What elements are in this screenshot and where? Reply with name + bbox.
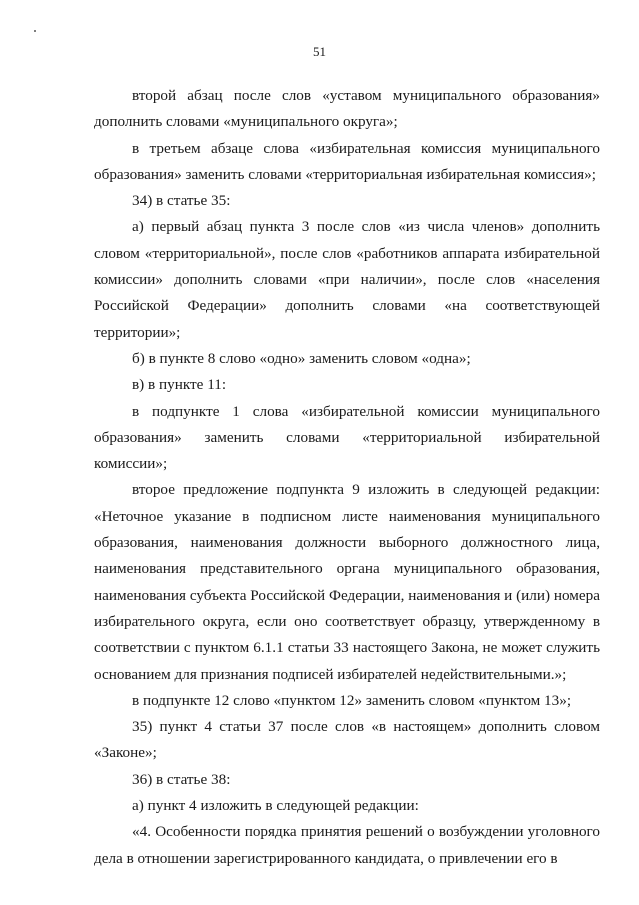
paragraph-4: а) первый абзац пункта 3 после слов «из числа членов» дополнить словом «территориальной», после слов «работников аппарата избирательной комиссии» дополнить словами «при наличии», после слов «населения Российской Федерации» дополнить словами «на соответствующей территории»; (94, 218, 600, 341)
paragraph-10: 35) пункт 4 статьи 37 после слов «в настоящем» дополнить словом «Законе»; (94, 718, 600, 762)
document-body (94, 83, 600, 872)
paragraph-9: в подпункте 12 слово «пунктом 12» заменить словом «пунктом 13»; (132, 691, 572, 709)
paragraph-6: в) в пункте 11: (132, 376, 227, 394)
paragraph-11: 36) в статье 38: (132, 770, 231, 788)
paragraph-1: второй абзац после слов «уставом муниципального образования» дополнить словами «муниципального округа»; (94, 87, 600, 131)
paragraph-7: в подпункте 1 слова «избирательной комиссии муниципального образования» заменить словами «территориальной избирательной комиссии»; (94, 402, 600, 473)
paragraph-5: б) в пункте 8 слово «одно» заменить словом «одна»; (132, 349, 471, 367)
paragraph-2: в третьем абзаце слова «избирательная комиссия муниципального образования» заменить словами «территориальная избирательная комиссия»; (94, 139, 600, 183)
scan-speck (34, 30, 36, 32)
page-number: 51 (313, 44, 326, 59)
paragraph-13: «4. Особенности порядка принятия решений о возбуждении уголовного дела в отношении зарегистрированного кандидата, о привлечении его в (94, 823, 600, 867)
paragraph-12: а) пункт 4 изложить в следующей редакции: (132, 797, 419, 815)
paragraph-3: 34) в статье 35: (132, 192, 231, 210)
paragraph-8: второе предложение подпункта 9 изложить в следующей редакции: «Неточное указание в подписном листе наименования муниципального образования, наименования должности выборного должностного лица, наименования представительного органа муниципального образования, наименования субъекта Российской Федерации, наименования и (или) номера избирательного округа, если оно соответствует образцу, утвержденному в соответствии с пунктом 6.1.1 статьи 33 настоящего Закона, не может служить основанием для признания подписей избирателей недействительными.»; (94, 481, 600, 683)
